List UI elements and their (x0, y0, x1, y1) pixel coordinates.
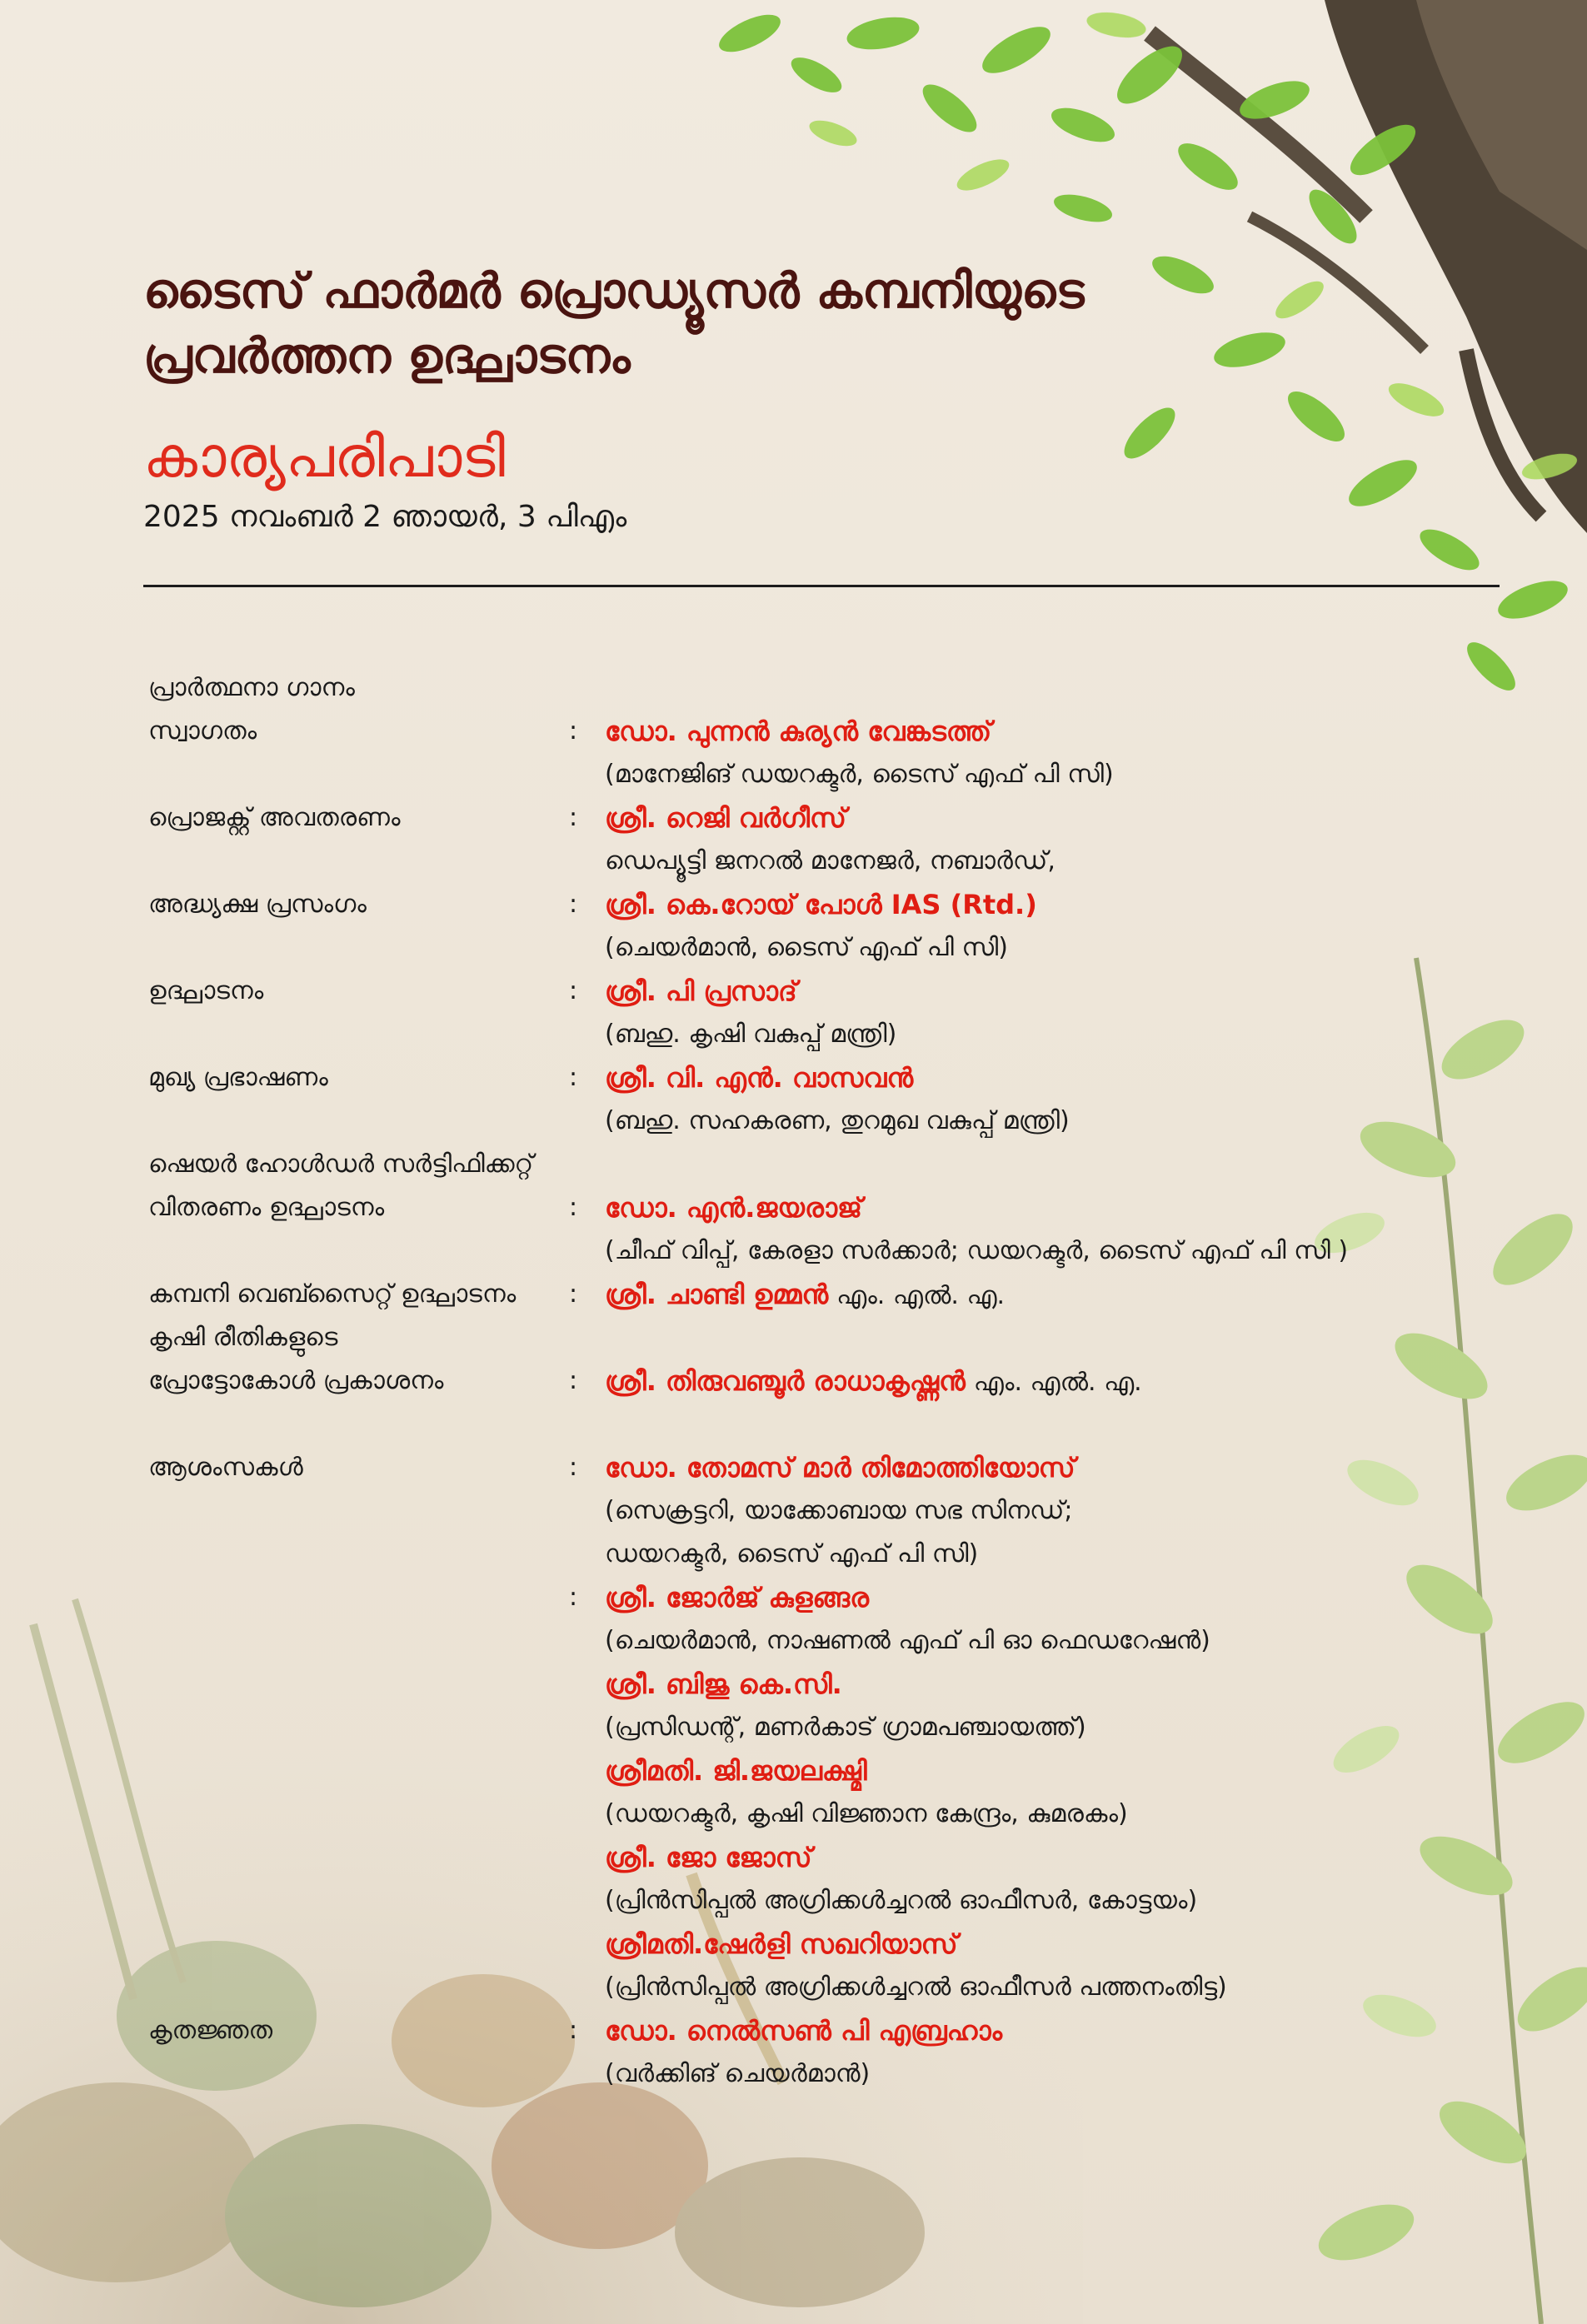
speaker-name: ഡോ. പുന്നൻ കുര്യൻ വേങ്കടത്ത് (605, 716, 992, 747)
program-row (148, 1663, 1481, 1706)
program-row (148, 1923, 1481, 1966)
speaker-designation: ഡയറക്ടർ, ടൈസ് എഫ് പി സി) (605, 1539, 979, 1568)
separator-colon: : (569, 1193, 578, 1222)
speaker-name: ശ്രീ. വി. എൻ. വാസവൻ (605, 1062, 914, 1094)
program-item-label: കൃതജ്ഞത (148, 2016, 273, 2045)
speaker-name: ഡോ. നെൽസൺ പി എബ്രഹാം (605, 2015, 1002, 2047)
program-item-label: പ്രാർത്ഥനാ ഗാനം (148, 673, 355, 702)
program-row (148, 753, 1481, 796)
program-item-label: മുഖ്യ പ്രഭാഷണം (148, 1063, 328, 1092)
program-list (148, 666, 1481, 2096)
program-item-label: പ്രോട്ടോകോൾ പ്രകാശനം (148, 1366, 444, 1395)
separator-colon: : (569, 2016, 578, 2045)
speaker-name: ശ്രീ. റെജി വർഗീസ് (605, 802, 846, 834)
program-row (148, 1793, 1481, 1836)
program-item-label: ഉദ്ഘാടനം (148, 976, 264, 1005)
program-heading: കാര്യപരിപാടി (143, 425, 506, 491)
program-row (148, 1533, 1481, 1576)
program-row (148, 1489, 1481, 1533)
speaker-title-suffix: എം. എൽ. എ. (973, 1368, 1142, 1397)
speaker-designation: (ചെയർമാൻ, ടൈസ് എഫ് പി സി) (605, 933, 1008, 962)
program-row (148, 1316, 1481, 1359)
speaker-name: ശ്രീ. പി പ്രസാദ് (605, 975, 797, 1007)
speaker-name: ഡോ. തോമസ് മാർ തിമോത്തിയോസ് (605, 1452, 1075, 1484)
program-row (148, 883, 1481, 926)
separator-colon: : (569, 890, 578, 919)
page-title (143, 258, 1185, 388)
speaker-name: ശ്രീ. കെ.റോയ് പോൾ IAS (Rtd.) (605, 889, 1037, 920)
program-row (148, 1403, 1481, 1446)
program-item-label: സ്വാഗതം (148, 716, 257, 746)
program-row (148, 1100, 1481, 1143)
speaker-name: ഡോ. എൻ.ജയരാജ് (605, 1192, 862, 1224)
divider (143, 585, 1500, 587)
speaker-title-suffix: എം. എൽ. എ. (836, 1281, 1006, 1310)
speaker-designation: (പ്രസിഡന്റ്, മണർകാട് ഗ്രാമപഞ്ചായത്ത്) (605, 1713, 1086, 1742)
title-line-1: ടൈസ് ഫാർമർ പ്രൊഡ്യൂസർ കമ്പനിയുടെ (143, 262, 1085, 319)
speaker-designation: (ഡയറക്ടർ, കൃഷി വിജ്ഞാന കേന്ദ്രം, കുമരകം) (605, 1799, 1128, 1828)
program-item-label: പ്രൊജക്റ്റ് അവതരണം (148, 803, 401, 832)
program-row (148, 1359, 1481, 1403)
program-row (148, 1013, 1481, 1056)
program-row (148, 1966, 1481, 2009)
separator-colon: : (569, 1583, 578, 1612)
speaker-name: ശ്രീമതി.ഷേർളി സഖറിയാസ് (605, 1928, 958, 1960)
program-row (148, 1619, 1481, 1663)
program-row (148, 1879, 1481, 1923)
program-row (148, 970, 1481, 1013)
program-row (148, 1186, 1481, 1229)
separator-colon: : (569, 716, 578, 746)
separator-colon: : (569, 1366, 578, 1395)
program-item-label: ആശംസകൾ (148, 1453, 303, 1482)
separator-colon: : (569, 803, 578, 832)
speaker-name: ശ്രീ. ജോ ജോസ് (605, 1842, 812, 1873)
speaker-designation: ഡെപ്യൂട്ടി ജനറൽ മാനേജർ, നബാർഡ്, (605, 846, 1056, 875)
program-row (148, 1576, 1481, 1619)
separator-colon: : (569, 1063, 578, 1092)
program-item-label: ഷെയർ ഹോൾഡർ സർട്ടിഫിക്കറ്റ് (148, 1150, 534, 1179)
event-date: 2025 നവംബർ 2 ഞായർ, 3 പിഎം (143, 500, 627, 534)
speaker-designation: (വർക്കിങ് ചെയർമാൻ) (605, 2059, 871, 2088)
program-row (148, 840, 1481, 883)
program-row (148, 1706, 1481, 1749)
speaker-designation: (മാനേജിങ് ഡയറക്ടർ, ടൈസ് എഫ് പി സി) (605, 760, 1114, 789)
speaker-name: ശ്രീ. ബിജു കെ.സി. (605, 1668, 842, 1700)
program-row (148, 796, 1481, 840)
title-line-2: പ്രവർത്തന ഉദ്ഘാടനം (143, 327, 631, 384)
program-row (148, 1229, 1481, 1273)
program-row (148, 1446, 1481, 1489)
program-row (148, 1143, 1481, 1186)
program-item-label: അദ്ധ്യക്ഷ പ്രസംഗം (148, 890, 367, 919)
speaker-designation: (പ്രിൻസിപ്പൽ അഗ്രിക്കൾച്ചറൽ ഓഫീസർ, കോട്ടയം) (605, 1886, 1198, 1915)
separator-colon: : (569, 1453, 578, 1482)
program-row (148, 1836, 1481, 1879)
program-item-label: കമ്പനി വെബ്സൈറ്റ് ഉദ്ഘാടനം (148, 1279, 517, 1309)
speaker-designation: (ചീഫ് വിപ്പ്, കേരളാ സർക്കാർ; ഡയറക്ടർ, ടൈസ് എഫ് പി സി ) (605, 1236, 1349, 1265)
program-row (148, 710, 1481, 753)
program-item-label: കൃഷി രീതികളുടെ (148, 1323, 338, 1352)
program-row (148, 666, 1481, 710)
separator-colon: : (569, 1279, 578, 1309)
speaker-name: ശ്രീ. ജോർജ് കുളങ്ങര (605, 1582, 870, 1613)
separator-colon: : (569, 976, 578, 1005)
program-row (148, 1273, 1481, 1316)
program-row (148, 1749, 1481, 1793)
speaker-designation: (സെക്രട്ടറി, യാക്കോബായ സഭ സിനഡ്; (605, 1496, 1073, 1525)
speaker-designation: (ബഹു. കൃഷി വകുപ്പ് മന്ത്രി) (605, 1020, 897, 1049)
program-row (148, 2052, 1481, 2096)
speaker-designation: (ചെയർമാൻ, നാഷണൽ എഫ് പി ഓ ഫെഡറേഷൻ) (605, 1626, 1210, 1655)
speaker-name: ശ്രീ. ചാണ്ടി ഉമ്മൻ എം. എൽ. എ. (605, 1279, 1006, 1310)
speaker-name: ശ്രീ. തിരുവഞ്ചൂർ രാധാകൃഷ്ണൻ എം. എൽ. എ. (605, 1365, 1142, 1397)
speaker-designation: (പ്രിൻസിപ്പൽ അഗ്രിക്കൾച്ചറൽ ഓഫീസർ പത്തനംതിട്ട) (605, 1972, 1227, 2002)
program-row (148, 2009, 1481, 2052)
program-row (148, 926, 1481, 970)
program-item-label: വിതരണം ഉദ്ഘാടനം (148, 1193, 385, 1222)
speaker-designation: (ബഹു. സഹകരണ, തുറമുഖ വകുപ്പ് മന്ത്രി) (605, 1106, 1070, 1135)
program-row (148, 1056, 1481, 1100)
speaker-name: ശ്രീമതി. ജി.ജയലക്ഷ്മി (605, 1755, 867, 1787)
